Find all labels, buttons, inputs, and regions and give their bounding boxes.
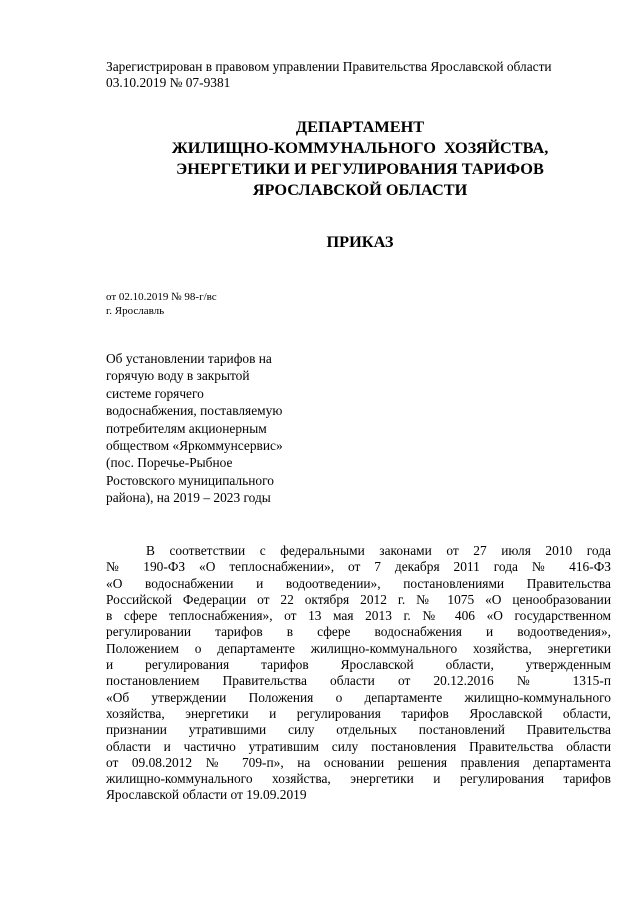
body-line: № 190-ФЗ «О теплоснабжении», от 7 декабря 2011 года № 416-ФЗ bbox=[106, 559, 611, 575]
body-line: признании утратившими силу отдельных постановлений Правительства bbox=[106, 722, 611, 738]
body-line: Российской Федерации от 22 октября 2012 г. № 1075 «О ценообразовании bbox=[106, 591, 611, 607]
body-line: В соответствии с федеральными законами от 27 июля 2010 года bbox=[146, 543, 611, 558]
subject-line: системе горячего bbox=[106, 385, 204, 401]
body-line: области и частично утратившим силу постановления Правительства области bbox=[106, 738, 611, 754]
subject-line: Ростовского муниципального bbox=[106, 472, 274, 488]
department-line-4: ЯРОСЛАВСКОЙ ОБЛАСТИ bbox=[252, 180, 468, 199]
subject-line: горячую воду в закрытой bbox=[106, 368, 250, 384]
body-line: «Об утверждении Положения о департаменте жилищно-коммунального bbox=[106, 689, 611, 705]
body-line: Положением о департаменте жилищно-коммунального хозяйства, энергетики bbox=[106, 640, 611, 656]
order-title: ПРИКАЗ bbox=[326, 232, 394, 251]
body-line: регулировании тарифов в сфере водоснабжения и водоотведения», bbox=[106, 624, 611, 640]
subject-line: обществом «Яркоммунсервис» bbox=[106, 438, 283, 454]
body-line: хозяйства, энергетики и регулирования тарифов Ярославской области, bbox=[106, 705, 611, 721]
body-line: в сфере теплоснабжения», от 13 мая 2013 г. № 406 «О государственном bbox=[106, 608, 611, 624]
order-city: г. Ярославль bbox=[106, 305, 165, 317]
subject-line: района), на 2019 – 2023 годы bbox=[106, 490, 271, 506]
registration-note bbox=[106, 59, 606, 91]
registration-line-2: 03.10.2019 № 07-9381 bbox=[106, 75, 231, 90]
department-line-3: ЭНЕРГЕТИКИ И РЕГУЛИРОВАНИЯ ТАРИФОВ bbox=[176, 159, 544, 178]
subject-line: (пос. Поречье-Рыбное bbox=[106, 455, 233, 471]
department-line-2: ЖИЛИЩНО-КОММУНАЛЬНОГО ХОЗЯЙСТВА, bbox=[171, 138, 549, 157]
body-paragraph bbox=[106, 543, 611, 804]
subject-line: потребителям акционерным bbox=[106, 420, 267, 436]
registration-line-1: Зарегистрирован в правовом управлении Правительства Ярославской области bbox=[106, 59, 552, 74]
subject-line: Об установлении тарифов на bbox=[106, 351, 272, 366]
order-date-number: от 02.10.2019 № 98-г/вс bbox=[106, 291, 217, 303]
body-line: Ярославской области от 19.09.2019 bbox=[106, 787, 307, 803]
order-subject bbox=[106, 350, 326, 507]
body-line: постановлением Правительства области от 20.12.2016 № 1315-п bbox=[106, 673, 611, 689]
department-heading bbox=[80, 116, 640, 200]
body-line: «О водоснабжении и водоотведении», постановлениями Правительства bbox=[106, 575, 611, 591]
body-line: и регулирования тарифов Ярославской области, утвержденным bbox=[106, 657, 611, 673]
subject-line: водоснабжения, поставляемую bbox=[106, 403, 283, 419]
body-line: от 09.08.2012 № 709-п», на основании решения правления департамента bbox=[106, 754, 611, 770]
order-meta bbox=[106, 290, 217, 318]
body-line: жилищно-коммунального хозяйства, энергетики и регулирования тарифов bbox=[106, 771, 611, 787]
department-line-1: ДЕПАРТАМЕНТ bbox=[295, 117, 425, 136]
